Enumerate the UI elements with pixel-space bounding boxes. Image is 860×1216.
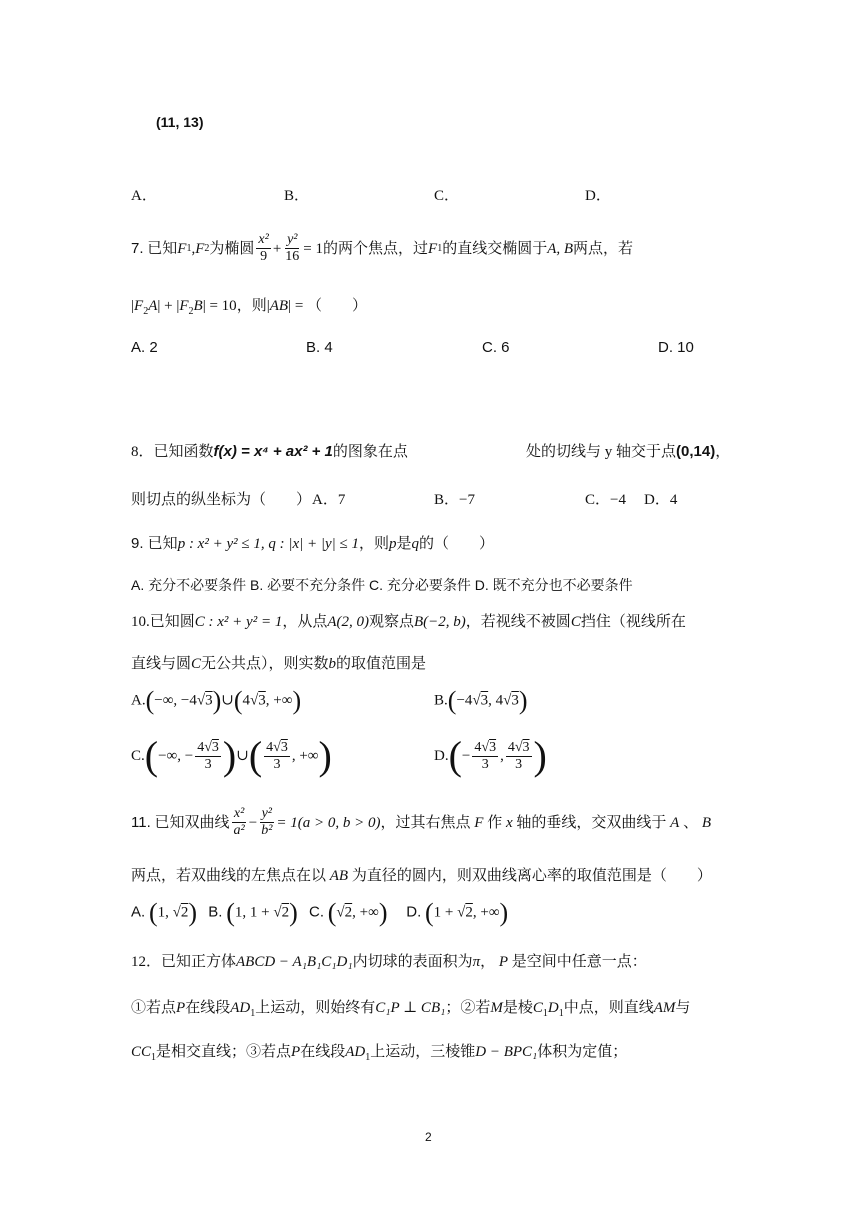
q6-choice-a: A． <box>131 188 157 204</box>
q7-fraction-x: $\frac{\text{x²}}{9}$ <box>258 232 269 264</box>
q10-choice-c: C. ( −∞, − $\frac{4√3}{3}$ ) ∪ ( $\frac{4√3}{3}$ , +∞ ) <box>131 733 332 778</box>
q8-line-2: 则切点的纵坐标为（ ） <box>131 492 312 508</box>
q7-line-2: $|F_2A| + |F_2B| = 10$，则|AB| = （ ） <box>131 298 368 317</box>
q11-line-2: 两点，若双曲线的左焦点在以 AB 为直径的圆内，则双曲线离心率的取值范围是（ ） <box>131 868 712 884</box>
q7-fraction-y: $\frac{\text{y²}}{16}$ <box>285 232 300 264</box>
q7-mid: 为椭圆 <box>209 240 255 257</box>
q7-text3: 的直线交椭圆于 <box>442 240 548 257</box>
q10-choice-b: B.(−4√3, 4√3) <box>434 686 528 715</box>
q6-choice-d: D． <box>585 188 611 204</box>
q7-line-1: 7. 已知 F 1 , F 2 为椭圆 $\frac{\text{x²}}{9}$ + $\frac{\text{y²}}{16}$ = 1 的两个焦点，过 F 1 的直线交椭圆于 A, B 两点，若 <box>131 232 634 264</box>
q10-line-1: 10.已知圆C : x² + y² = 1，从点A(2, 0)观察点B(−2, b)，若视线不被圆C挡住（视线所在 <box>131 614 686 630</box>
q7-number: 7. <box>131 239 144 257</box>
q9-choices: A. 充分不必要条件 B. 必要不充分条件 C. 充分必要条件 D. 既不充分也不必要条件 <box>131 577 633 593</box>
q7-choice-a: A. 2 <box>131 339 158 356</box>
q9-condition: p : x² + y² ≤ 1, q : |x| + |y| ≤ 1 <box>177 536 360 552</box>
q7-choice-b: B. 4 <box>306 339 333 356</box>
q8-choice-d: D．4 <box>644 492 678 508</box>
q7-intro: 已知 <box>147 240 178 257</box>
q7-choice-c: C. 6 <box>482 339 510 356</box>
q8-choice-c: C．−4 <box>585 492 626 508</box>
q8-choice-a: A．7 <box>312 492 346 508</box>
q12-line-1: 12．已知正方体ABCD − A₁B₁C₁D₁内切球的表面积为π， P 是空间中任意一点： <box>131 954 647 970</box>
q6-choice-b: B． <box>284 188 310 204</box>
q10-choice-d: D. ( − $\frac{4√3}{3}$ , $\frac{4√3}{3}$ ) <box>434 733 547 778</box>
top-fragment: (11, 13) <box>156 114 204 130</box>
q8-line-1-right: 处的切线与 y 轴交于点(0,14)， <box>526 443 731 460</box>
q6-choice-c: C． <box>434 188 460 204</box>
q8-choice-b: B．−7 <box>434 492 475 508</box>
q8-point: (0,14) <box>676 443 716 460</box>
q7-text2: 的两个焦点，过 <box>323 240 429 257</box>
q9-line-1: 9. 已知p : x² + y² ≤ 1, q : |x| + |y| ≤ 1，则p是q的（ ） <box>131 535 495 552</box>
page-number: 2 <box>425 1130 432 1144</box>
q10-line-2: 直线与圆C无公共点），则实数b的取值范围是 <box>131 656 427 672</box>
q8-function: f(x) = x⁴ + ax² + 1 <box>213 443 333 460</box>
q12-line-3: $CC_1$是相交直线；③若点P在线段$AD_1$上运动，三棱锥D − BPC₁体积为定值； <box>131 1044 628 1063</box>
q12-line-2: ①若点P在线段$AD_1$上运动，则始终有C₁P ⊥ CB₁；②若M是棱$C_1D_1$中点，则直线AM与 <box>131 1000 691 1019</box>
q7-choice-d: D. 10 <box>658 339 694 356</box>
q11-choices: A. (1, √2) B. (1, 1 + √2) C. (√2, +∞) D. (1 + √2, +∞) <box>131 898 509 927</box>
q7-text4: 两点，若 <box>573 240 634 257</box>
q11-line-1: 11. 已知双曲线 $\frac{\text{x²}}{\text{a²}}$ − $\frac{\text{y²}}{\text{b²}}$ = 1(a > 0, b > 0) ，过其右焦点 F 作 x 轴的垂线，交双曲线于 A 、 B <box>131 806 711 838</box>
q8-line-1: 8．已知函数f(x) = x⁴ + ax² + 1的图象在点 <box>131 443 408 460</box>
q10-choice-a: A.(−∞, −4√3)∪(4√3, +∞) <box>131 686 302 715</box>
